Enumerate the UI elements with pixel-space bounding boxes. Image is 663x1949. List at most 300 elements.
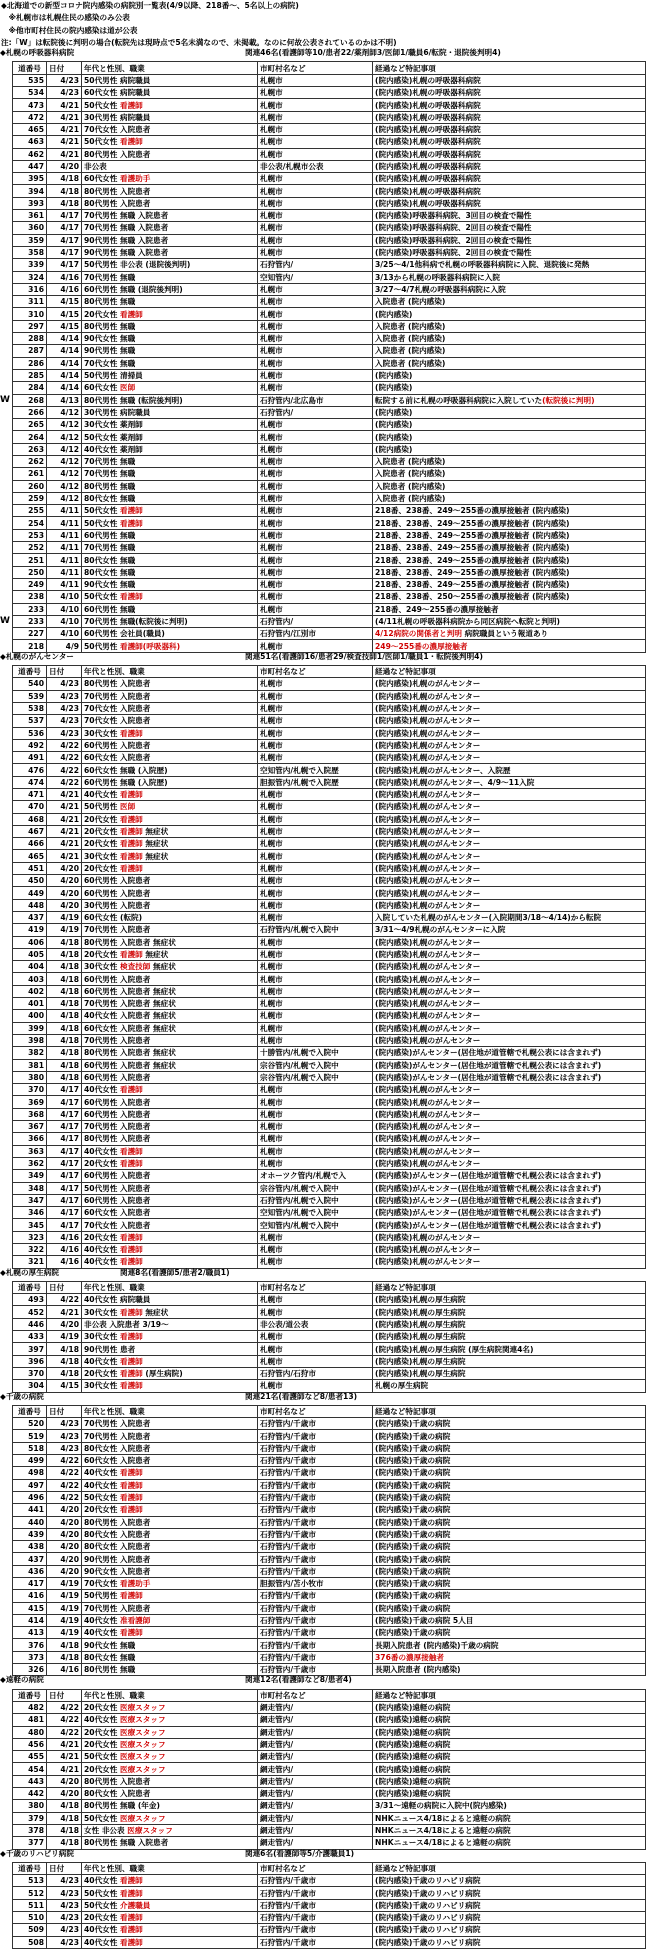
table-row: [13, 1936, 646, 1948]
case-number: [13, 899, 47, 911]
case-number: [13, 887, 47, 899]
age-sex-text: 50代女性: [84, 1493, 120, 1502]
highlight-job: 医療スタッフ: [120, 1740, 166, 1749]
case-age-job: [82, 1602, 258, 1614]
age-sex-text: 30代女性: [84, 962, 120, 971]
case-date: 4/17: [47, 234, 82, 246]
case-notes: [373, 628, 646, 640]
case-municipality: 非公表/札幌市公表: [258, 160, 373, 172]
case-municipality: 網走管内/: [258, 1726, 373, 1738]
age-sex-text: 20代女性: [84, 1740, 120, 1749]
case-municipality: 石狩管内/千歳市: [258, 1936, 373, 1948]
notes-text: (院内感染)遠軽の病院: [375, 1715, 450, 1724]
age-sex-text: 20代女性: [84, 1913, 120, 1922]
age-sex-text: 50代男性: [84, 1591, 120, 1600]
header-col-number: 道番号: [13, 1281, 47, 1293]
case-number-text: 455: [28, 1752, 44, 1761]
case-date: 4/20: [47, 160, 82, 172]
table-row: [13, 1157, 646, 1169]
age-sex-text: 60代男性 無職: [84, 605, 135, 614]
case-number-text: 498: [28, 1468, 44, 1477]
case-age-job: [82, 468, 258, 480]
case-age-job: [82, 887, 258, 899]
cases-table: [12, 665, 646, 1269]
table-row: [13, 1541, 646, 1553]
case-age-job: [82, 345, 258, 357]
case-notes: [373, 566, 646, 578]
table-row: [13, 1207, 646, 1219]
case-municipality: 札幌市: [258, 197, 373, 209]
age-sex-text: 90代男性 入院患者: [84, 1555, 150, 1564]
table-row: [13, 911, 646, 923]
case-municipality: 札幌市: [258, 1380, 373, 1392]
case-notes: [373, 1194, 646, 1206]
case-number-text: 393: [28, 199, 44, 208]
table-row: [13, 1010, 646, 1022]
case-date: 4/22: [47, 1701, 82, 1713]
case-date: 4/22: [47, 1491, 82, 1503]
case-number-text: 456: [28, 1740, 44, 1749]
case-age-job: [82, 443, 258, 455]
case-municipality: 札幌市: [258, 1096, 373, 1108]
age-sex-text: 60代女性 入院患者: [84, 1208, 150, 1217]
highlight-job: 看護師: [120, 1357, 143, 1366]
table-row: [13, 111, 646, 123]
notes-text: 218番、238番、250～255番の濃厚接触者 (院内感染): [375, 592, 570, 601]
cases-table: [12, 1862, 646, 1949]
case-notes: [373, 554, 646, 566]
job-suffix: 無症状: [143, 839, 168, 848]
case-municipality: 宗谷管内/札幌で入院中: [258, 1182, 373, 1194]
case-number-text: 358: [28, 248, 44, 257]
case-notes: [373, 431, 646, 443]
highlight-job: 介護職員: [120, 1901, 150, 1910]
case-notes: [373, 369, 646, 381]
case-municipality: 札幌市: [258, 443, 373, 455]
case-number-text: 450: [28, 876, 44, 885]
case-notes: [373, 1034, 646, 1046]
case-number: [13, 825, 47, 837]
case-municipality: 札幌市: [258, 1034, 373, 1046]
case-number: [13, 752, 47, 764]
table-row: [13, 87, 646, 99]
case-notes: [373, 1022, 646, 1034]
highlight-job: 看護師: [120, 1468, 143, 1477]
table-row: [13, 752, 646, 764]
case-date: 4/20: [47, 1788, 82, 1800]
case-number: [13, 1578, 47, 1590]
age-sex-text: 60代女性: [84, 174, 120, 183]
case-number-text: 465: [28, 125, 44, 134]
case-number-text: 363: [28, 1147, 44, 1156]
highlight-job: 医療スタッフ: [120, 1765, 166, 1774]
case-notes: [373, 246, 646, 258]
case-age-job: [82, 936, 258, 948]
case-date: 4/14: [47, 382, 82, 394]
case-number: [13, 1355, 47, 1367]
case-date: 4/19: [47, 924, 82, 936]
case-number: [13, 1788, 47, 1800]
case-number: [13, 1602, 47, 1614]
case-notes: [373, 1306, 646, 1318]
case-number: [13, 431, 47, 443]
case-municipality: 石狩管内/: [258, 259, 373, 271]
case-age-job: [82, 308, 258, 320]
highlight-job: 看護師: [120, 1308, 143, 1317]
table-row: [13, 1170, 646, 1182]
case-municipality: オホーツク管内/札幌で入: [258, 1170, 373, 1182]
case-number-text: 402: [28, 987, 44, 996]
case-municipality: 網走管内/: [258, 1763, 373, 1775]
case-date: 4/20: [47, 887, 82, 899]
table-row: [13, 1899, 646, 1911]
case-number-text: 467: [28, 827, 44, 836]
header-col-date: 日付: [47, 62, 82, 74]
table-row: [13, 1022, 646, 1034]
notes-text: (院内感染)札幌のがんセンター: [375, 1110, 480, 1119]
case-number-text: 401: [28, 999, 44, 1008]
table-row: [13, 1751, 646, 1763]
case-date: 4/18: [47, 1639, 82, 1651]
case-date: 4/22: [47, 1455, 82, 1467]
case-municipality: 札幌市: [258, 936, 373, 948]
case-notes: [373, 1639, 646, 1651]
table-row: [13, 1565, 646, 1577]
case-date: 4/17: [47, 1096, 82, 1108]
table-row: [13, 850, 646, 862]
age-sex-text: 80代男性 無職: [84, 297, 135, 306]
case-date: 4/22: [47, 1726, 82, 1738]
section-title: ◆千歳の病院: [0, 1393, 245, 1405]
case-notes: [373, 961, 646, 973]
case-municipality: 札幌市: [258, 985, 373, 997]
hospital-sections: [0, 49, 663, 1949]
case-age-job: [82, 1294, 258, 1306]
case-date: 4/23: [47, 74, 82, 86]
case-date: 4/17: [47, 1207, 82, 1219]
table-row: [13, 628, 646, 640]
table-row: [13, 1714, 646, 1726]
case-notes: [373, 1096, 646, 1108]
case-date: 4/21: [47, 1306, 82, 1318]
table-row: [13, 554, 646, 566]
table-row: [13, 246, 646, 258]
case-age-job: [82, 1912, 258, 1924]
case-date: 4/19: [47, 1590, 82, 1602]
age-sex-text: 80代男性 無職 入院患者: [84, 1838, 168, 1847]
case-municipality: 札幌市: [258, 850, 373, 862]
table-row: [13, 1071, 646, 1083]
age-sex-text: 60代男性 無職: [84, 531, 135, 540]
table-row: [13, 357, 646, 369]
case-date: 4/13: [47, 394, 82, 406]
age-sex-text: 60代女性 入院患者: [84, 753, 150, 762]
table-row: [13, 320, 646, 332]
case-number: [13, 813, 47, 825]
case-age-job: [82, 776, 258, 788]
case-number-text: 370: [28, 1085, 44, 1094]
case-notes: [373, 136, 646, 148]
header-col-number: 道番号: [13, 1689, 47, 1701]
notes-text: (院内感染)札幌のがんセンター: [375, 827, 480, 836]
case-municipality: 札幌市: [258, 690, 373, 702]
case-number: [13, 924, 47, 936]
case-number-text: 379: [28, 1814, 44, 1823]
table-row: [13, 862, 646, 874]
notes-text: (院内感染)千歳の病院: [375, 1542, 450, 1551]
age-sex-text: 80代男性 入院患者: [84, 1777, 150, 1786]
case-municipality: 札幌市: [258, 1355, 373, 1367]
table-row: [13, 1231, 646, 1243]
case-number: [13, 480, 47, 492]
table-row: [13, 603, 646, 615]
table-row: [13, 431, 646, 443]
case-number: [13, 554, 47, 566]
hospital-section: [0, 1393, 663, 1677]
case-number: [13, 1182, 47, 1194]
case-number: [13, 1479, 47, 1491]
table-header-row: [13, 666, 646, 678]
case-municipality: 札幌市: [258, 382, 373, 394]
case-date: 4/9: [47, 640, 82, 652]
case-number-text: 403: [28, 975, 44, 984]
case-number-text: 249: [28, 580, 44, 589]
case-date: 4/18: [47, 1355, 82, 1367]
case-date: 4/20: [47, 899, 82, 911]
case-number: [13, 1541, 47, 1553]
section-summary: [392, 1269, 663, 1281]
case-number-text: 482: [28, 1703, 44, 1712]
case-number: [13, 1726, 47, 1738]
case-age-job: [82, 985, 258, 997]
case-number-text: 252: [28, 543, 44, 552]
table-row: [13, 1243, 646, 1255]
case-number-text: 253: [28, 531, 44, 540]
case-age-job: [82, 1553, 258, 1565]
age-sex-text: 80代女性 無職: [84, 568, 135, 577]
notes-text: (院内感染)札幌のがんセンター: [375, 1233, 480, 1242]
case-number-text: 380: [28, 1073, 44, 1082]
case-date: 4/12: [47, 431, 82, 443]
case-municipality: 石狩管内/千歳市: [258, 1479, 373, 1491]
case-age-job: [82, 838, 258, 850]
case-date: 4/18: [47, 1812, 82, 1824]
job-suffix: (厚生病院): [143, 1369, 183, 1378]
case-date: 4/21: [47, 148, 82, 160]
case-age-job: [82, 1899, 258, 1911]
case-number-text: 509: [28, 1925, 44, 1934]
age-sex-text: 20代女性: [84, 1233, 120, 1242]
case-number: [13, 382, 47, 394]
case-number: [13, 690, 47, 702]
notes-text: (院内感染)千歳の病院: [375, 1419, 450, 1428]
notes-text: 入院患者 (院内感染): [375, 322, 445, 331]
notes-text: (院内感染)遠軽の病院: [375, 1728, 450, 1737]
notes-text: (院内感染)がんセンター(居住地が道管轄で札幌公表には含まれず): [375, 1208, 601, 1217]
table-row: [13, 529, 646, 541]
case-date: 4/12: [47, 443, 82, 455]
case-date: 4/17: [47, 1108, 82, 1120]
age-sex-text: 60代男性 入院患者: [84, 889, 150, 898]
table-row: [13, 160, 646, 172]
case-number: [13, 234, 47, 246]
case-number: [13, 1936, 47, 1948]
case-number: [13, 1442, 47, 1454]
case-notes: [373, 752, 646, 764]
case-municipality: 網走管内/: [258, 1701, 373, 1713]
notes-text: (院内感染)札幌のがんセンター: [375, 1134, 480, 1143]
case-municipality: 札幌市: [258, 455, 373, 467]
notes-text: (院内感染)札幌の厚生病院: [375, 1320, 465, 1329]
case-notes: [373, 1899, 646, 1911]
case-date: 4/16: [47, 1256, 82, 1268]
case-number-text: 397: [28, 1345, 44, 1354]
case-municipality: 空知管内/札幌で入院歴: [258, 764, 373, 776]
notes-text: (院内感染): [375, 420, 412, 429]
notes-text: (院内感染): [375, 371, 412, 380]
case-number: [13, 1133, 47, 1145]
age-sex-text: 20代女性: [84, 1159, 120, 1168]
case-date: 4/16: [47, 283, 82, 295]
case-notes: [373, 1491, 646, 1503]
notes-text: (院内感染)千歳の病院: [375, 1481, 450, 1490]
case-date: 4/10: [47, 628, 82, 640]
case-date: 4/17: [47, 1182, 82, 1194]
age-sex-text: 60代女性 入院患者 無症状: [84, 1024, 176, 1033]
case-age-job: [82, 1726, 258, 1738]
table-row: [13, 259, 646, 271]
case-date: 4/14: [47, 345, 82, 357]
age-sex-text: 60代男性 無職 (入院歴): [84, 778, 168, 787]
table-row: [13, 517, 646, 529]
case-notes: [373, 1714, 646, 1726]
case-number: [13, 640, 47, 652]
table-row: [13, 1726, 646, 1738]
case-number-text: 264: [28, 433, 44, 442]
case-number: [13, 99, 47, 111]
job-suffix: 無症状: [150, 962, 175, 971]
highlight-job: 看護師: [120, 101, 143, 110]
notes-text: 入院患者 (院内感染): [375, 297, 445, 306]
case-age-job: [82, 875, 258, 887]
table-row: [13, 542, 646, 554]
notes-text: 218番、238番、249～255番の濃厚接触者 (院内感染): [375, 519, 570, 528]
highlight-job: 看護師: [120, 790, 143, 799]
age-sex-text: 60代女性 病院職員: [84, 88, 150, 97]
age-sex-text: 非公表 入院患者 3/19～: [84, 1320, 169, 1329]
age-sex-text: 20代女性: [84, 864, 120, 873]
case-notes: [373, 1837, 646, 1849]
case-municipality: 石狩管内/千歳市: [258, 1430, 373, 1442]
case-number-text: 368: [28, 1110, 44, 1119]
case-number-text: 376: [28, 1641, 44, 1650]
case-date: 4/23: [47, 1912, 82, 1924]
age-sex-text: 80代男性 入院患者: [84, 679, 150, 688]
job-suffix: 無症状: [143, 1308, 168, 1317]
case-municipality: 網走管内/: [258, 1738, 373, 1750]
case-municipality: 札幌市: [258, 87, 373, 99]
case-number: [13, 222, 47, 234]
case-age-job: [82, 1096, 258, 1108]
age-sex-text: 40代女性: [84, 1245, 120, 1254]
table-row: [13, 690, 646, 702]
table-row: [13, 234, 646, 246]
table-row: [13, 1763, 646, 1775]
case-date: 4/23: [47, 1418, 82, 1430]
case-number-text: 471: [28, 790, 44, 799]
case-number-text: 268: [28, 396, 44, 405]
header-col-number: 道番号: [13, 62, 47, 74]
case-notes: [373, 1614, 646, 1626]
case-age-job: [82, 492, 258, 504]
case-number: [13, 678, 47, 690]
case-notes: [373, 99, 646, 111]
header-col-number: 道番号: [13, 1862, 47, 1874]
notes-text: (院内感染)がんセンター(居住地が道管轄で札幌公表には含まれず): [375, 1061, 601, 1070]
age-sex-text: 20代女性: [84, 1505, 120, 1514]
case-municipality: 空知管内/札幌で入院中: [258, 1219, 373, 1231]
case-number-text: 233: [28, 617, 44, 626]
table-row: [13, 1294, 646, 1306]
case-date: 4/11: [47, 566, 82, 578]
case-notes: [373, 1565, 646, 1577]
case-date: 4/17: [47, 1084, 82, 1096]
case-notes: [373, 1875, 646, 1887]
table-row: [13, 1121, 646, 1133]
case-date: 4/15: [47, 296, 82, 308]
age-sex-text: 80代女性 入院患者: [84, 1789, 150, 1798]
case-date: 4/21: [47, 813, 82, 825]
notes-text: 218番、238番、249～255番の濃厚接触者 (院内感染): [375, 568, 570, 577]
case-age-job: [82, 1343, 258, 1355]
case-number: [13, 1022, 47, 1034]
case-number: [13, 1775, 47, 1787]
case-number: [13, 1516, 47, 1528]
case-notes: [373, 948, 646, 960]
age-sex-text: 30代女性: [84, 1332, 120, 1341]
case-municipality: 石狩管内/千歳市: [258, 1639, 373, 1651]
notes-text: (院内感染)札幌のがんセンター: [375, 950, 480, 959]
case-number-text: 512: [28, 1889, 44, 1898]
case-number: [13, 1590, 47, 1602]
highlight-job: 看護助手: [120, 174, 150, 183]
case-date: 4/17: [47, 210, 82, 222]
hospital-section: [0, 1850, 663, 1949]
table-row: [13, 936, 646, 948]
notes-text: (院内感染): [375, 433, 412, 442]
age-sex-text: 30代女性: [84, 1381, 120, 1390]
case-municipality: 札幌市: [258, 838, 373, 850]
case-number: [13, 443, 47, 455]
case-municipality: 石狩管内/千歳市: [258, 1614, 373, 1626]
case-number-text: 261: [28, 469, 44, 478]
case-municipality: 札幌市: [258, 702, 373, 714]
case-number: [13, 271, 47, 283]
header-col-municipality: 市町村名など: [258, 62, 373, 74]
age-sex-text: 20代女性: [84, 1703, 120, 1712]
case-number-text: 480: [28, 1728, 44, 1737]
case-number-text: 254: [28, 519, 44, 528]
case-notes: [373, 357, 646, 369]
case-municipality: 札幌市: [258, 911, 373, 923]
table-row: [13, 1331, 646, 1343]
case-age-job: [82, 640, 258, 652]
case-number-text: 394: [28, 187, 44, 196]
case-date: 4/17: [47, 259, 82, 271]
notes-text: 218番、238番、249～255番の濃厚接触者 (院内感染): [375, 580, 570, 589]
case-notes: [373, 1467, 646, 1479]
notes-text: (院内感染)札幌の呼吸器科病院: [375, 76, 481, 85]
